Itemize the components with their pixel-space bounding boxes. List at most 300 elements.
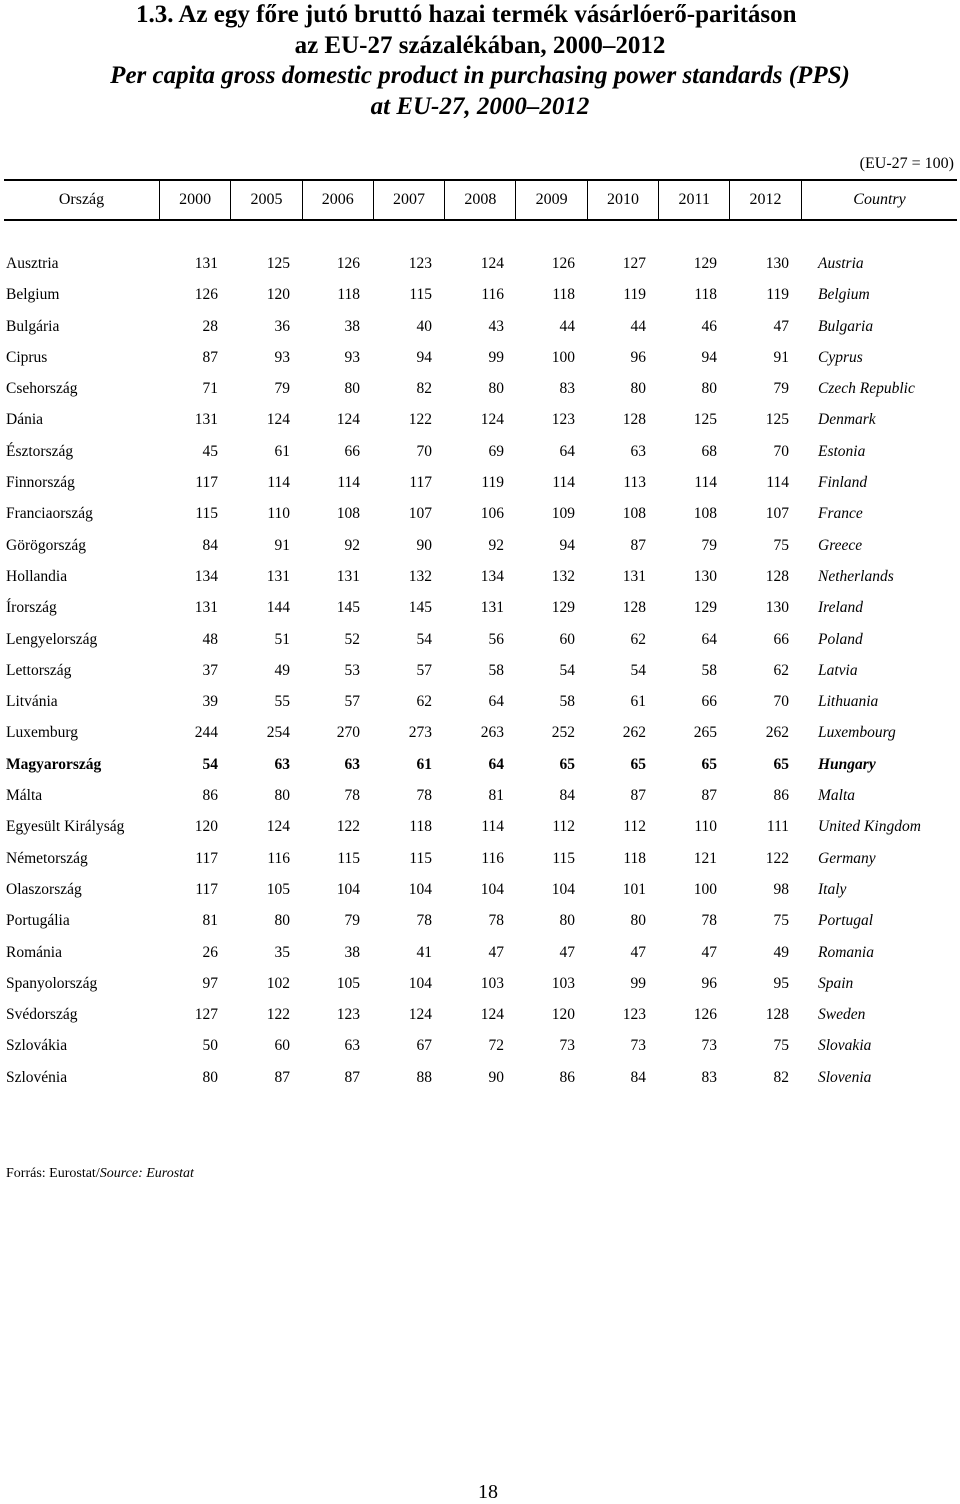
country-hu: Luxemburg [6, 724, 79, 742]
value-cell: 58 [488, 661, 504, 679]
table-row [4, 686, 957, 717]
source-note [6, 1166, 194, 1182]
country-hu: Portugália [6, 912, 70, 930]
value-cell: 79 [773, 380, 789, 398]
value-cell: 244 [194, 724, 218, 742]
country-en: Cyprus [818, 348, 863, 366]
table-row [4, 248, 957, 279]
country-hu: Észtország [6, 442, 74, 460]
value-cell: 82 [416, 380, 432, 398]
country-en: Estonia [818, 442, 866, 460]
value-cell: 103 [551, 974, 575, 992]
table-row [4, 749, 957, 780]
value-cell: 109 [551, 505, 575, 523]
country-en: Italy [818, 880, 847, 898]
table-row [4, 311, 957, 342]
value-cell: 100 [551, 348, 575, 366]
value-cell: 86 [202, 787, 218, 805]
country-en: Lithuania [818, 693, 879, 711]
header-country-hu: Ország [4, 181, 160, 219]
value-cell: 80 [344, 380, 360, 398]
table-row [4, 717, 957, 748]
value-cell: 86 [559, 1068, 575, 1086]
country-en: Slovakia [818, 1037, 872, 1055]
value-cell: 110 [267, 505, 290, 523]
value-cell: 117 [195, 474, 218, 492]
value-cell: 123 [551, 411, 575, 429]
value-cell: 70 [416, 442, 432, 460]
table-row [4, 561, 957, 592]
value-cell: 61 [630, 693, 646, 711]
value-cell: 94 [701, 348, 717, 366]
value-cell: 61 [274, 442, 290, 460]
value-cell: 108 [693, 505, 717, 523]
value-cell: 65 [773, 755, 789, 773]
value-cell: 65 [559, 755, 575, 773]
value-cell: 121 [693, 849, 717, 867]
value-cell: 63 [274, 755, 290, 773]
title-en-line2: at EU-27, 2000–2012 [370, 92, 590, 120]
value-cell: 107 [408, 505, 432, 523]
table-row [4, 373, 957, 404]
value-cell: 131 [266, 567, 290, 585]
value-cell: 47 [630, 943, 646, 961]
value-cell: 117 [195, 880, 218, 898]
value-cell: 80 [701, 380, 717, 398]
value-cell: 47 [773, 317, 789, 335]
country-hu: Egyesült Királyság [6, 818, 125, 836]
country-hu: Románia [6, 943, 62, 961]
value-cell: 134 [480, 567, 504, 585]
value-cell: 114 [481, 818, 504, 836]
value-cell: 47 [701, 943, 717, 961]
value-cell: 118 [337, 286, 360, 304]
value-cell: 39 [202, 693, 218, 711]
value-cell: 110 [694, 818, 717, 836]
value-cell: 123 [622, 1006, 646, 1024]
country-hu: Szlovákia [6, 1037, 68, 1055]
country-hu: Málta [6, 787, 43, 805]
value-cell: 262 [622, 724, 646, 742]
value-cell: 144 [266, 599, 290, 617]
value-cell: 64 [559, 442, 575, 460]
value-cell: 28 [202, 317, 218, 335]
value-cell: 63 [344, 755, 360, 773]
value-cell: 87 [344, 1068, 360, 1086]
header-year-2011: 2011 [659, 181, 730, 219]
value-cell: 87 [630, 536, 646, 554]
country-en: Ireland [818, 599, 864, 617]
value-cell: 131 [194, 411, 218, 429]
table-row [4, 937, 957, 968]
value-cell: 114 [766, 474, 789, 492]
value-cell: 119 [766, 286, 789, 304]
value-cell: 100 [693, 880, 717, 898]
value-cell: 115 [409, 286, 432, 304]
value-cell: 75 [773, 912, 789, 930]
value-cell: 122 [408, 411, 432, 429]
value-cell: 112 [623, 818, 646, 836]
value-cell: 87 [274, 1068, 290, 1086]
value-cell: 126 [194, 286, 218, 304]
country-en: Finland [818, 474, 868, 492]
value-cell: 125 [693, 411, 717, 429]
value-cell: 90 [416, 536, 432, 554]
value-cell: 97 [202, 974, 218, 992]
value-cell: 130 [693, 567, 717, 585]
value-cell: 63 [344, 1037, 360, 1055]
value-cell: 115 [409, 849, 432, 867]
value-cell: 131 [622, 567, 646, 585]
table-row [4, 811, 957, 842]
value-cell: 263 [480, 724, 504, 742]
value-cell: 44 [559, 317, 575, 335]
value-cell: 124 [408, 1006, 432, 1024]
value-cell: 128 [622, 599, 646, 617]
value-cell: 47 [559, 943, 575, 961]
country-en: Poland [818, 630, 863, 648]
value-cell: 79 [344, 912, 360, 930]
country-hu: Görögország [6, 536, 87, 554]
value-cell: 79 [701, 536, 717, 554]
country-hu: Magyarország [6, 755, 102, 773]
value-cell: 122 [266, 1006, 290, 1024]
header-year-2000: 2000 [160, 181, 231, 219]
value-cell: 129 [693, 599, 717, 617]
value-cell: 64 [488, 693, 504, 711]
value-cell: 62 [630, 630, 646, 648]
value-cell: 61 [416, 755, 432, 773]
value-cell: 49 [274, 661, 290, 679]
source-en: Source: Eurostat [99, 1166, 194, 1181]
value-cell: 78 [488, 912, 504, 930]
country-hu: Lettország [6, 661, 72, 679]
value-cell: 114 [337, 474, 360, 492]
value-cell: 70 [773, 693, 789, 711]
value-cell: 101 [622, 880, 646, 898]
country-en: France [818, 505, 863, 523]
value-cell: 114 [552, 474, 575, 492]
value-cell: 93 [344, 348, 360, 366]
value-cell: 130 [765, 599, 789, 617]
value-cell: 43 [488, 317, 504, 335]
country-hu: Franciaország [6, 505, 93, 523]
value-cell: 132 [408, 567, 432, 585]
value-cell: 130 [765, 255, 789, 272]
country-en: Malta [818, 787, 856, 805]
value-cell: 262 [765, 724, 789, 742]
title-en-line1: Per capita gross domestic product in purchasing power standards (PPS) [110, 62, 850, 89]
header-year-2008: 2008 [445, 181, 516, 219]
value-cell: 69 [488, 442, 504, 460]
value-cell: 114 [694, 474, 717, 492]
value-cell: 56 [488, 630, 504, 648]
value-cell: 53 [344, 661, 360, 679]
value-cell: 123 [336, 1006, 360, 1024]
value-cell: 72 [488, 1037, 504, 1055]
header-country-en: Country [853, 191, 906, 208]
value-cell: 119 [623, 286, 646, 304]
value-cell: 35 [274, 943, 290, 961]
country-en: Czech Republic [818, 380, 915, 398]
value-cell: 122 [336, 818, 360, 836]
value-cell: 44 [630, 317, 646, 335]
value-cell: 78 [416, 912, 432, 930]
value-cell: 120 [194, 818, 218, 836]
table-row [4, 999, 957, 1030]
country-hu: Dánia [6, 411, 44, 429]
value-cell: 60 [274, 1037, 290, 1055]
value-cell: 94 [559, 536, 575, 554]
table-row [4, 1030, 957, 1061]
value-cell: 126 [693, 1006, 717, 1024]
value-cell: 78 [701, 912, 717, 930]
country-hu: Lengyelország [6, 630, 98, 648]
table-row [4, 530, 957, 561]
table-row [4, 624, 957, 655]
country-en: Hungary [818, 755, 876, 773]
value-cell: 96 [701, 974, 717, 992]
value-cell: 92 [344, 536, 360, 554]
country-en: Latvia [818, 661, 858, 679]
value-cell: 81 [202, 912, 218, 930]
value-cell: 105 [336, 974, 360, 992]
value-cell: 73 [630, 1037, 646, 1055]
country-en: Greece [818, 536, 863, 554]
value-cell: 118 [409, 818, 432, 836]
value-cell: 127 [194, 1006, 218, 1024]
value-cell: 128 [765, 1006, 789, 1024]
value-cell: 81 [488, 787, 504, 805]
country-en: Denmark [818, 411, 876, 429]
value-cell: 122 [765, 849, 789, 867]
value-cell: 66 [773, 630, 789, 648]
value-cell: 58 [559, 693, 575, 711]
value-cell: 47 [488, 943, 504, 961]
value-cell: 131 [480, 599, 504, 617]
value-cell: 66 [701, 693, 717, 711]
table-row [4, 843, 957, 874]
value-cell: 64 [701, 630, 717, 648]
table-title [0, 0, 960, 122]
country-hu: Ciprus [6, 348, 48, 366]
value-cell: 57 [416, 661, 432, 679]
country-en: Portugal [818, 912, 874, 930]
value-cell: 103 [480, 974, 504, 992]
country-hu: Németország [6, 849, 88, 867]
value-cell: 106 [480, 505, 504, 523]
table-body [4, 248, 957, 1093]
value-cell: 37 [202, 661, 218, 679]
value-cell: 131 [336, 567, 360, 585]
value-cell: 80 [274, 787, 290, 805]
table-row [4, 874, 957, 905]
value-cell: 124 [480, 255, 504, 272]
value-cell: 118 [623, 849, 646, 867]
country-hu: Finnország [6, 474, 75, 492]
country-en: Slovenia [818, 1068, 872, 1086]
value-cell: 80 [488, 380, 504, 398]
value-cell: 73 [559, 1037, 575, 1055]
table-row [4, 498, 957, 529]
value-cell: 87 [630, 787, 646, 805]
value-cell: 129 [551, 599, 575, 617]
value-cell: 48 [202, 630, 218, 648]
value-cell: 120 [551, 1006, 575, 1024]
value-cell: 67 [416, 1037, 432, 1055]
value-cell: 36 [274, 317, 290, 335]
value-cell: 104 [551, 880, 575, 898]
value-cell: 60 [559, 630, 575, 648]
value-cell: 66 [344, 442, 360, 460]
value-cell: 115 [552, 849, 575, 867]
value-cell: 80 [559, 912, 575, 930]
value-cell: 118 [694, 286, 717, 304]
value-cell: 129 [693, 255, 717, 272]
value-cell: 145 [336, 599, 360, 617]
value-cell: 71 [202, 380, 218, 398]
value-cell: 87 [202, 348, 218, 366]
country-hu: Belgium [6, 286, 60, 304]
table-row [4, 905, 957, 936]
value-cell: 111 [766, 818, 789, 836]
value-cell: 270 [336, 724, 360, 742]
table-row [4, 655, 957, 686]
value-cell: 126 [551, 255, 575, 272]
value-cell: 75 [773, 1037, 789, 1055]
value-cell: 80 [274, 912, 290, 930]
value-cell: 87 [701, 787, 717, 805]
value-cell: 113 [623, 474, 646, 492]
value-cell: 55 [274, 693, 290, 711]
table-row [4, 436, 957, 467]
value-cell: 127 [622, 255, 646, 272]
value-cell: 70 [773, 442, 789, 460]
country-en: Netherlands [818, 567, 894, 585]
value-cell: 116 [267, 849, 290, 867]
header-year-2012: 2012 [730, 181, 801, 219]
value-cell: 63 [630, 442, 646, 460]
value-cell: 105 [266, 880, 290, 898]
country-en: Germany [818, 849, 876, 867]
value-cell: 84 [630, 1068, 646, 1086]
value-cell: 112 [552, 818, 575, 836]
title-hu-line1: 1.3. Az egy főre jutó bruttó hazai termék vásárlóerő-paritáson [136, 1, 797, 28]
title-hu-line2: az EU-27 százalékában, 2000–2012 [294, 31, 666, 59]
value-cell: 78 [344, 787, 360, 805]
value-cell: 131 [194, 255, 218, 272]
value-cell: 78 [416, 787, 432, 805]
value-cell: 124 [336, 411, 360, 429]
value-cell: 84 [202, 536, 218, 554]
value-cell: 54 [559, 661, 575, 679]
country-hu: Hollandia [6, 567, 68, 585]
value-cell: 86 [773, 787, 789, 805]
value-cell: 73 [701, 1037, 717, 1055]
value-cell: 91 [773, 348, 789, 366]
value-cell: 50 [202, 1037, 218, 1055]
country-en: Bulgaria [818, 317, 874, 335]
country-hu: Szlovénia [6, 1068, 68, 1086]
value-cell: 117 [409, 474, 432, 492]
value-cell: 108 [336, 505, 360, 523]
value-cell: 98 [773, 880, 789, 898]
value-cell: 80 [630, 912, 646, 930]
table-row [4, 279, 957, 310]
country-en: Belgium [818, 286, 870, 304]
value-cell: 90 [488, 1068, 504, 1086]
value-cell: 108 [622, 505, 646, 523]
value-cell: 104 [480, 880, 504, 898]
value-cell: 46 [701, 317, 717, 335]
value-cell: 65 [630, 755, 646, 773]
value-cell: 93 [274, 348, 290, 366]
value-cell: 83 [701, 1068, 717, 1086]
value-cell: 95 [773, 974, 789, 992]
value-cell: 128 [765, 567, 789, 585]
value-cell: 65 [701, 755, 717, 773]
value-cell: 116 [481, 286, 504, 304]
value-cell: 38 [344, 943, 360, 961]
value-cell: 120 [266, 286, 290, 304]
country-hu: Csehország [6, 380, 78, 398]
table-row [4, 780, 957, 811]
value-cell: 118 [552, 286, 575, 304]
value-cell: 79 [274, 380, 290, 398]
table-row [4, 1062, 957, 1093]
country-hu: Ausztria [6, 255, 59, 272]
country-en: Sweden [818, 1006, 866, 1024]
value-cell: 88 [416, 1068, 432, 1086]
value-cell: 99 [488, 348, 504, 366]
value-cell: 124 [480, 1006, 504, 1024]
page-number: 18 [478, 1481, 498, 1503]
value-cell: 132 [551, 567, 575, 585]
value-cell: 52 [344, 630, 360, 648]
value-cell: 38 [344, 317, 360, 335]
value-cell: 49 [773, 943, 789, 961]
value-cell: 26 [202, 943, 218, 961]
table-header [4, 179, 957, 221]
value-cell: 145 [408, 599, 432, 617]
value-cell: 57 [344, 693, 360, 711]
value-cell: 99 [630, 974, 646, 992]
value-cell: 84 [559, 787, 575, 805]
value-cell: 40 [416, 317, 432, 335]
value-cell: 68 [701, 442, 717, 460]
header-year-2005: 2005 [231, 181, 302, 219]
country-en: Luxembourg [818, 724, 896, 742]
value-cell: 54 [416, 630, 432, 648]
country-hu: Bulgária [6, 317, 60, 335]
value-cell: 91 [274, 536, 290, 554]
value-cell: 92 [488, 536, 504, 554]
table-row [4, 342, 957, 373]
value-cell: 115 [195, 505, 218, 523]
value-cell: 54 [630, 661, 646, 679]
value-cell: 83 [559, 380, 575, 398]
value-cell: 116 [481, 849, 504, 867]
value-cell: 104 [336, 880, 360, 898]
value-cell: 123 [408, 255, 432, 272]
value-cell: 134 [194, 567, 218, 585]
country-hu: Spanyolország [6, 974, 98, 992]
value-cell: 54 [202, 755, 218, 773]
value-cell: 75 [773, 536, 789, 554]
header-year-2010: 2010 [588, 181, 659, 219]
value-cell: 64 [488, 755, 504, 773]
country-hu: Litvánia [6, 693, 58, 711]
